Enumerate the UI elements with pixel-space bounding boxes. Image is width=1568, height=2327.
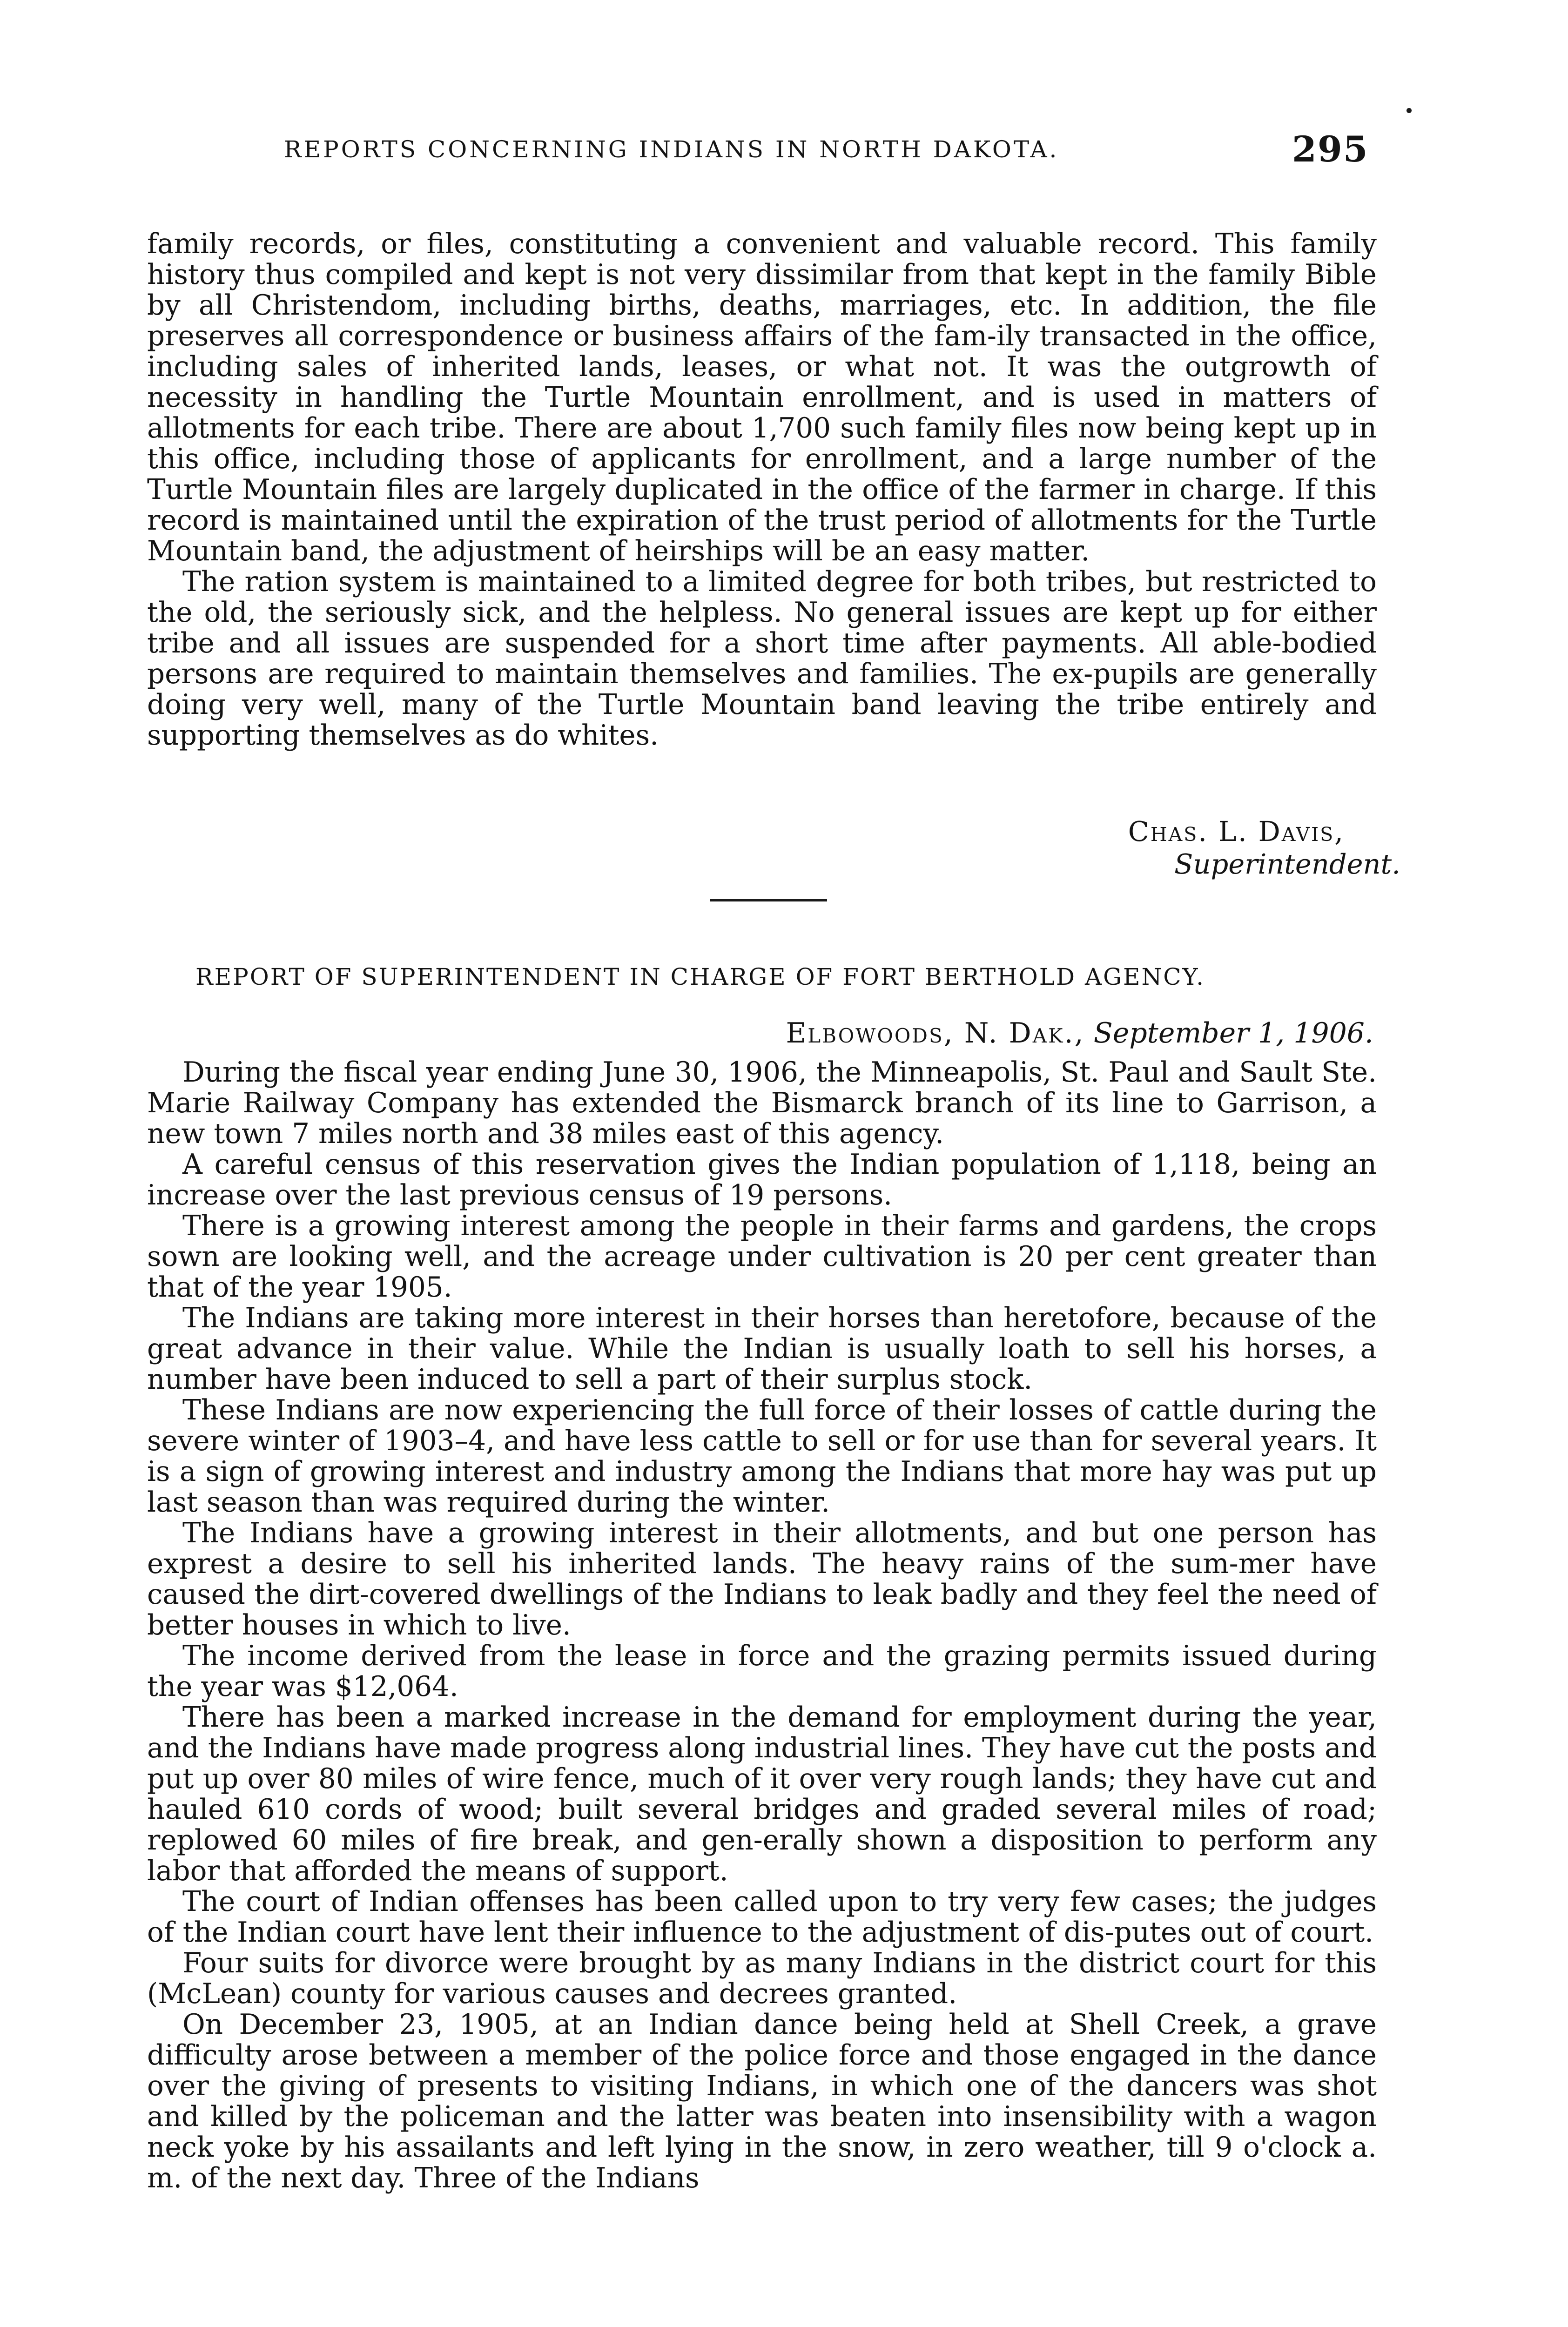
paragraph: The court of Indian offenses has been called upon to try very few cases; the judges of the Indian court have lent their influence to the adjustment of dis-putes out of court. bbox=[147, 1886, 1377, 1949]
section-divider bbox=[710, 899, 827, 901]
dateline-place: Elbowoods, N. Dak., bbox=[786, 1017, 1085, 1049]
dateline-date: September 1, 1906. bbox=[1093, 1017, 1373, 1049]
paragraph: On December 23, 1905, at an Indian dance being held at Shell Creek, a grave difficulty arose between a member of the police force and those engaged in the dance over the giving of presents to visiting Indians, in which one of the dancers was shot and killed by the policeman and the latter was beaten into insensibility with a wagon neck yoke by his assailants and left lying in the snow, in zero weather, till 9 o'clock a. m. of the next day. Three of the Indians bbox=[147, 2009, 1377, 2194]
paragraph: There has been a marked increase in the demand for employment during the year, and the Indians have made progress along industrial lines. They have cut the posts and put up over 80 miles of wire fence, much of it over very rough lands; they have cut and hauled 610 cords of wood; built several bridges and graded several miles of road; replowed 60 miles of fire break, and gen-erally shown a disposition to perform any labor that afforded the means of support. bbox=[147, 1702, 1377, 1887]
dateline bbox=[786, 1017, 1373, 1049]
paragraph: Four suits for divorce were brought by as many Indians in the district court for this (McLean) county for various causes and decrees granted. bbox=[147, 1947, 1377, 2010]
paragraph: The Indians have a growing interest in their allotments, and but one person has exprest a desire to sell his inherited lands. The heavy rains of the sum-mer have caused the dirt-covered dwellings of the Indians to leak badly and they feel the need of better houses in which to live. bbox=[147, 1517, 1377, 1641]
paragraph: These Indians are now experiencing the full force of their losses of cattle during the severe winter of 1903–4, and have less cattle to sell or for use than for several years. It is a sign of growing interest and industry among the Indians that more hay was put up last season than was required during the winter. bbox=[147, 1394, 1377, 1519]
paragraph: There is a growing interest among the people in their farms and gardens, the crops sown are looking well, and the acreage under cultivation is 20 per cent greater than that of the year 1905. bbox=[147, 1210, 1377, 1304]
paragraph: The Indians are taking more interest in their horses than heretofore, because of the great advance in their value. While the Indian is usually loath to sell his horses, a number have been induced to sell a part of their surplus stock. bbox=[147, 1302, 1377, 1396]
running-title: REPORTS CONCERNING INDIANS IN NORTH DAKOTA. bbox=[284, 136, 1059, 163]
page-number: 295 bbox=[1292, 128, 1369, 170]
paragraph: The income derived from the lease in force and the grazing permits issued during the year was $12,064. bbox=[147, 1640, 1377, 1703]
signature-title: Superintendent. bbox=[1174, 848, 1400, 880]
signature-name: Chas. L. Davis, bbox=[1128, 815, 1345, 847]
signature-block bbox=[1128, 815, 1400, 881]
ink-speck bbox=[1406, 108, 1412, 113]
report-body bbox=[147, 1057, 1377, 2194]
section-heading: REPORT OF SUPERINTENDENT IN CHARGE OF FORT BERTHOLD AGENCY. bbox=[195, 963, 1205, 990]
paragraph: During the fiscal year ending June 30, 1906, the Minneapolis, St. Paul and Sault Ste. Marie Railway Company has extended the Bismarck branch of its line to Garrison, a new town 7 miles north and 38 miles east of this agency. bbox=[147, 1056, 1377, 1150]
paragraph: The ration system is maintained to a limited degree for both tribes, but restricted to the old, the seriously sick, and the helpless. No general issues are kept up for either tribe and all issues are suspended for a short time after payments. All able-bodied persons are required to maintain themselves and families. The ex-pupils are generally doing very well, many of the Turtle Mountain band leaving the tribe entirely and supporting themselves as do whites. bbox=[147, 566, 1377, 752]
paragraph: A careful census of this reservation gives the Indian population of 1,118, being an increase over the last previous census of 19 persons. bbox=[147, 1149, 1377, 1211]
previous-report-body bbox=[147, 229, 1377, 751]
paragraph-continued: family records, or files, constituting a convenient and valuable record. This family history thus compiled and kept is not very dissimilar from that kept in the family Bible by all Christendom, including births, deaths, marriages, etc. In addition, the file preserves all correspondence or business affairs of the fam-ily transacted in the office, including sales of inherited lands, leases, or what not. It was the outgrowth of necessity in handling the Turtle Mountain enrollment, and is used in matters of allotments for each tribe. There are about 1,700 such family files now being kept up in this office, including those of applicants for enrollment, and a large number of the Turtle Mountain files are largely duplicated in the office of the farmer in charge. If this record is maintained until the expiration of the trust period of allotments for the Turtle Mountain band, the adjustment of heirships will be an easy matter. bbox=[147, 228, 1377, 567]
